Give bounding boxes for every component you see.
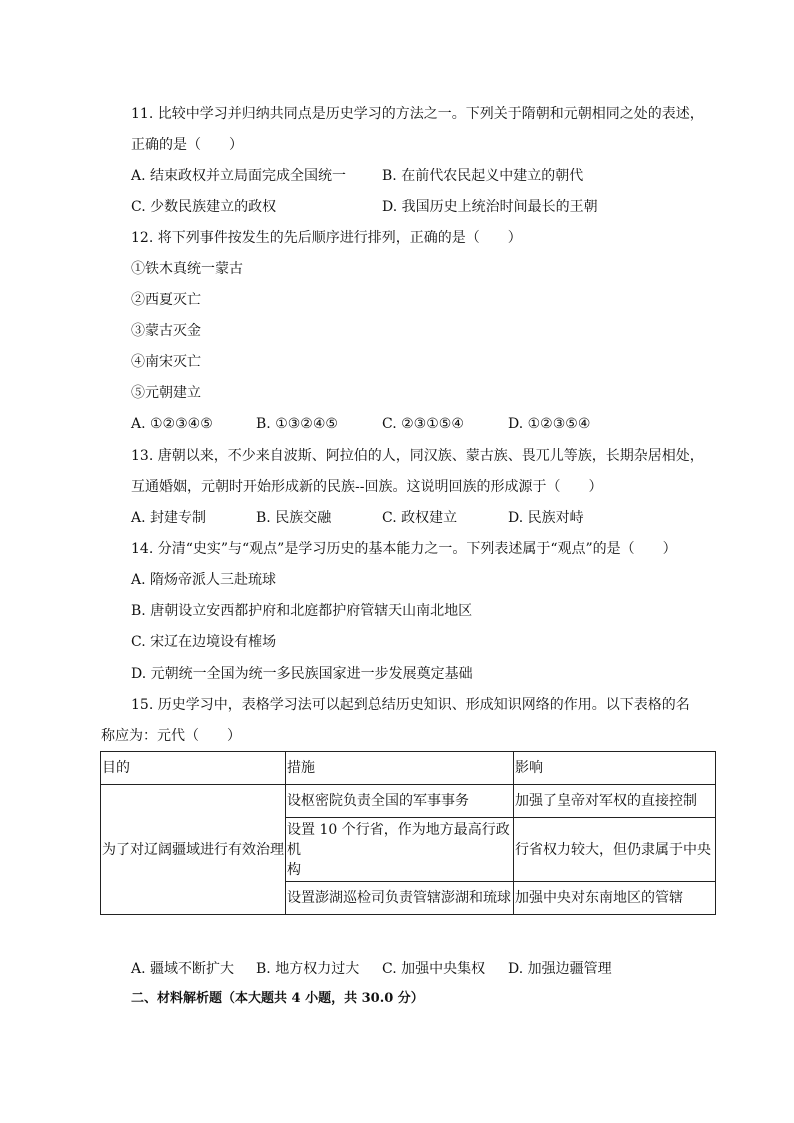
effect-cell: 加强了皇帝对军权的直接控制 bbox=[514, 785, 716, 818]
q12-item-2: ②西夏灭亡 bbox=[131, 292, 201, 308]
table-header-row bbox=[101, 752, 716, 785]
q13-option-b: B. 民族交融 bbox=[256, 510, 332, 526]
q11-option-b: B. 在前代农民起义中建立的朝代 bbox=[382, 168, 584, 184]
q12-item-5: ⑤元朝建立 bbox=[131, 385, 201, 401]
q12-option-c: C. ②③①⑤④ bbox=[382, 416, 464, 432]
measure-cell: 设枢密院负责全国的军事事务 bbox=[286, 785, 514, 818]
q13-stem-line2: 互通婚姻，元朝时开始形成新的民族--回族。这说明回族的形成源于（ ） bbox=[131, 479, 603, 495]
q15-stem-line2: 称应为：元代（ ） bbox=[101, 728, 241, 744]
header-purpose: 目的 bbox=[101, 752, 286, 785]
q15-stem-line1: 15. 历史学习中，表格学习法可以起到总结历史知识、形成知识网络的作用。以下表格的名 bbox=[131, 697, 690, 713]
effect-cell: 行省权力较大，但仍隶属于中央 bbox=[514, 818, 716, 882]
q11-stem-line1: 11. 比较中学习并归纳共同点是历史学习的方法之一。下列关于隋朝和元朝相同之处的表述， bbox=[131, 106, 704, 122]
q12-option-a: A. ①②③④⑤ bbox=[131, 416, 213, 432]
q12-item-4: ④南宋灭亡 bbox=[131, 354, 201, 370]
measure-cell: 设置澎湖巡检司负责管辖澎湖和琉球 bbox=[286, 882, 514, 915]
effect-cell: 加强中央对东南地区的管辖 bbox=[514, 882, 716, 915]
section-heading: 二、材料解析题（本大题共 4 小题，共 30.0 分） bbox=[131, 991, 424, 1006]
q11-option-d: D. 我国历史上统治时间最长的王朝 bbox=[382, 199, 598, 215]
q15-option-a: A. 疆域不断扩大 bbox=[131, 961, 235, 977]
q14-option-a: A. 隋炀帝派人三赴琉球 bbox=[131, 572, 277, 588]
q15-option-b: B. 地方权力过大 bbox=[256, 961, 360, 977]
q15-table bbox=[100, 751, 716, 915]
q13-option-d: D. 民族对峙 bbox=[508, 510, 584, 526]
measure-cell bbox=[286, 818, 514, 882]
q13-stem-line1: 13. 唐朝以来，不少来自波斯、阿拉伯的人，同汉族、蒙古族、畏兀儿等族，长期杂居相处， bbox=[131, 448, 704, 464]
q14-option-c: C. 宋辽在边境设有榷场 bbox=[131, 634, 277, 650]
q12-item-1: ①铁木真统一蒙古 bbox=[131, 261, 243, 277]
q15-option-c: C. 加强中央集权 bbox=[382, 961, 486, 977]
q11-option-a: A. 结束政权并立局面完成全国统一 bbox=[131, 168, 347, 184]
q11-stem-line2: 正确的是（ ） bbox=[131, 137, 243, 153]
q12-option-b: B. ①③②④⑤ bbox=[256, 416, 338, 432]
q13-option-c: C. 政权建立 bbox=[382, 510, 458, 526]
q12-item-3: ③蒙古灭金 bbox=[131, 323, 201, 339]
q12-option-d: D. ①②③⑤④ bbox=[508, 416, 591, 432]
q14-stem: 14. 分清“史实”与“观点”是学习历史的基本能力之一。下列表述属于“观点”的是（ ） bbox=[131, 541, 677, 557]
header-measure: 措施 bbox=[286, 752, 514, 785]
purpose-cell: 为了对辽阔疆域进行有效治理 bbox=[101, 785, 286, 915]
q13-option-a: A. 封建专制 bbox=[131, 510, 207, 526]
table-row bbox=[101, 785, 716, 818]
q11-option-c: C. 少数民族建立的政权 bbox=[131, 199, 277, 215]
q14-option-b: B. 唐朝设立安西都护府和北庭都护府管辖天山南北地区 bbox=[131, 603, 473, 619]
measure-line1: 设置 10 个行省，作为地方最高行政机 bbox=[287, 821, 510, 858]
q14-option-d: D. 元朝统一全国为统一多民族国家进一步发展奠定基础 bbox=[131, 666, 473, 682]
q12-stem: 12. 将下列事件按发生的先后顺序进行排列，正确的是（ ） bbox=[131, 230, 522, 246]
measure-line2: 构 bbox=[287, 861, 301, 878]
q15-option-d: D. 加强边疆管理 bbox=[508, 961, 612, 977]
header-effect: 影响 bbox=[514, 752, 716, 785]
